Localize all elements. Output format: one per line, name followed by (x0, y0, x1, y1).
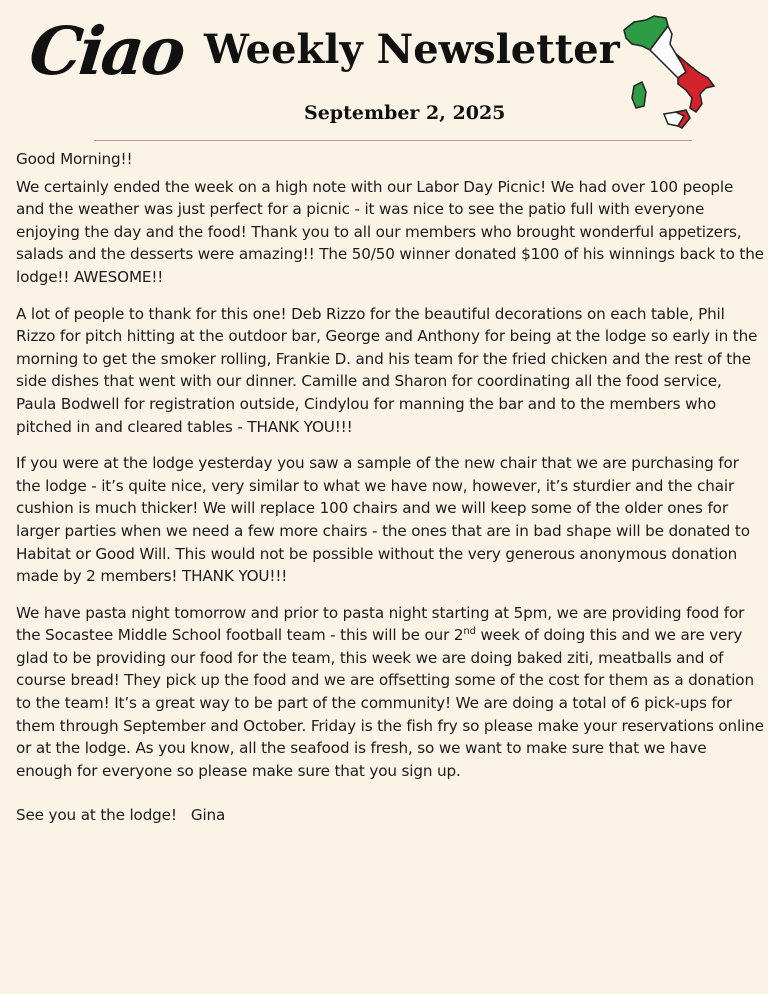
italy-south-red (676, 54, 714, 112)
paragraph-pasta-night (16, 602, 764, 783)
newsletter-body (16, 148, 764, 827)
italy-flag-map-icon (620, 12, 720, 136)
newsletter-date: September 2, 2025 (304, 102, 506, 124)
paragraph-picnic: We certainly ended the week on a high note with our Labor Day Picnic! We had over 100 people and the weather was just perfect for a picnic - it was nice to see the patio full with everyone enjoying the day and the food! Thank you to all our members who brought wonderful appetizers, salads and the desserts were amazing!! The 50/50 winner donated $100 of his winnings back to the lodge!! AWESOME!! (16, 177, 764, 286)
pasta-text-b: week of doing this and we are very glad to be providing our food for the team, this week we are doing baked ziti, meatballs and of course bread! They pick up the food and we are offsetting some of the cost for them as a donation to the team! It’s a great way to be part of the community! We are doing a total of 6 pick-ups for them through September and October. Friday is the fish fry so please make your reservations online or at the lodge. As you know, all the seafood is fresh, so we want to make sure that we have enough for everyone so please make sure that you sign up. (16, 626, 764, 780)
paragraph-thanks: A lot of people to thank for this one! Deb Rizzo for the beautiful decorations on each table, Phil Rizzo for pitch hitting at the outdoor bar, George and Anthony for being at the lodge so early in the morning to get the smoker rolling, Frankie D. and his team for the fried chicken and the rest of the side dishes that went with our dinner. Camille and Sharon for coordinating all the food service, Paula Bodwell for registration outside, Cindylou for manning the bar and to the members who pitched in and cleared tables - THANK YOU!!! (16, 304, 758, 436)
newsletter-title: Weekly Newsletter (204, 26, 620, 73)
header-divider (94, 140, 692, 141)
paragraph-chairs: If you were at the lodge yesterday you saw a sample of the new chair that we are purchasing for the lodge - it’s quite nice, very similar to what we have now, however, it’s sturdier and the chair cushion is much thicker! We will replace 100 chairs and we will keep some of the older ones for larger parties when we need a few more chairs - the ones that are in bad shape will be donated to Habitat or Good Will. This would not be possible without the very generous anonymous donation made by 2 members! THANK YOU!!! (16, 454, 750, 586)
ciao-logo: Ciao (25, 12, 187, 90)
ordinal-suffix: nd (463, 626, 476, 638)
pasta-text-a: We have pasta night tomorrow and prior to pasta night starting at 5pm, we are providing food for the Socastee Middle School football team - this will be our 2 (16, 603, 745, 645)
signoff: See you at the lodge! Gina (16, 806, 226, 825)
greeting: Good Morning!! (16, 150, 133, 168)
sardinia-green (632, 82, 646, 108)
